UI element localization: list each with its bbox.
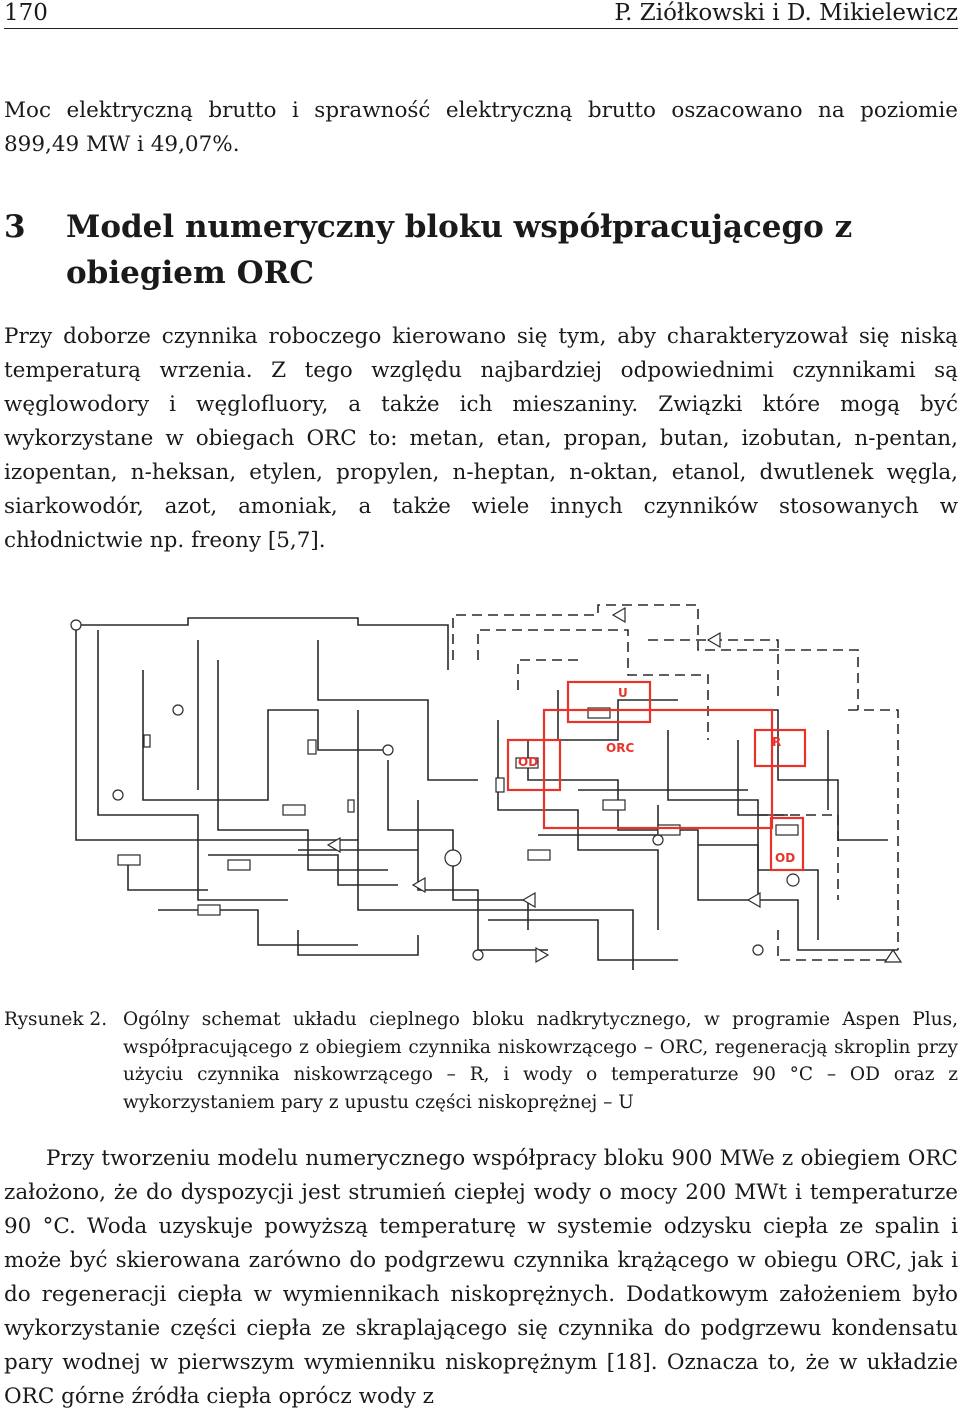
label-od-right: OD xyxy=(775,851,796,865)
body-paragraph-1: Przy doborze czynnika roboczego kierowano się tym, aby charakteryzował się niską temperaturą wrzenia. Z tego względu najbardziej odpowiednimi czynnikami są węglowodory i węglofluory, a także ich mieszaniny. Związki które mogą być wykorzystane w obiegach ORC to: metan, etan, propan, butan, izobutan, n-pentan, izopentan, n-heksan, etylen, propylen, n-heptan, n-oktan, etanol, dwutlenek węgla, siarkowodór, azot, amoniak, a także wiele innych czynników stosowanych w chłodnictwie np. freony [5,7]. xyxy=(4,324,958,553)
caption-text: Ogólny schemat układu cieplnego bloku nadkrytycznego, w programie Aspen Plus, współpracującego z obiegiem czynnika niskowrzącego – ORC, regeneracją skroplin przy użyciu czynnika niskowrzącego – R, i wody o temperaturze 90 °C – OD oraz z wykorzystaniem pary z upustu części niskoprężnej – U xyxy=(123,1009,958,1113)
running-authors: P. Ziółkowski i D. Mikielewicz xyxy=(614,0,958,26)
label-orc: ORC xyxy=(606,741,635,755)
section-number: 3 xyxy=(4,209,26,245)
process-flow-diagram xyxy=(58,600,918,970)
figure-caption xyxy=(4,1006,958,1116)
label-u: U xyxy=(618,686,628,700)
section-title: Model numeryczny bloku współpracującego z obiegiem ORC xyxy=(66,209,853,291)
diagram-components xyxy=(71,608,901,962)
label-r: R xyxy=(772,735,782,749)
body-paragraph-2: Przy tworzeniu modelu numerycznego współpracy bloku 900 MWe z obiegiem ORC założono, że do dyspozycji jest strumień ciepłej wody o mocy 200 MWt i temperaturze 90 °C. Woda uzyskuje powyższą temperaturę w systemie odzysku ciepła ze spalin i może być skierowana zarówno do podgrzewu czynnika krążącego w obiegu ORC, jak i do regeneracji ciepła w wymiennikach niskoprężnych. Dodatkowym założeniem było wykorzystanie części ciepła ze skraplającego się czynnika do podgrzewu kondensatu pary wodnej w pierwszym wymienniku niskoprężnym [18]. Oznacza to, że w układzie ORC górne źródła ciepła oprócz wody z xyxy=(4,1146,958,1409)
diagram-lines xyxy=(76,618,898,970)
intro-paragraph: Moc elektryczną brutto i sprawność elektryczną brutto oszacowano na poziomie 899,49 MW i 49,07%. xyxy=(4,98,958,157)
section-heading xyxy=(4,204,958,296)
diagram-dashed-lines xyxy=(453,605,898,960)
caption-label: Rysunek 2. xyxy=(4,1009,108,1030)
page-header xyxy=(4,0,958,29)
label-od-left: OD xyxy=(518,755,539,769)
page-number: 170 xyxy=(4,0,48,26)
